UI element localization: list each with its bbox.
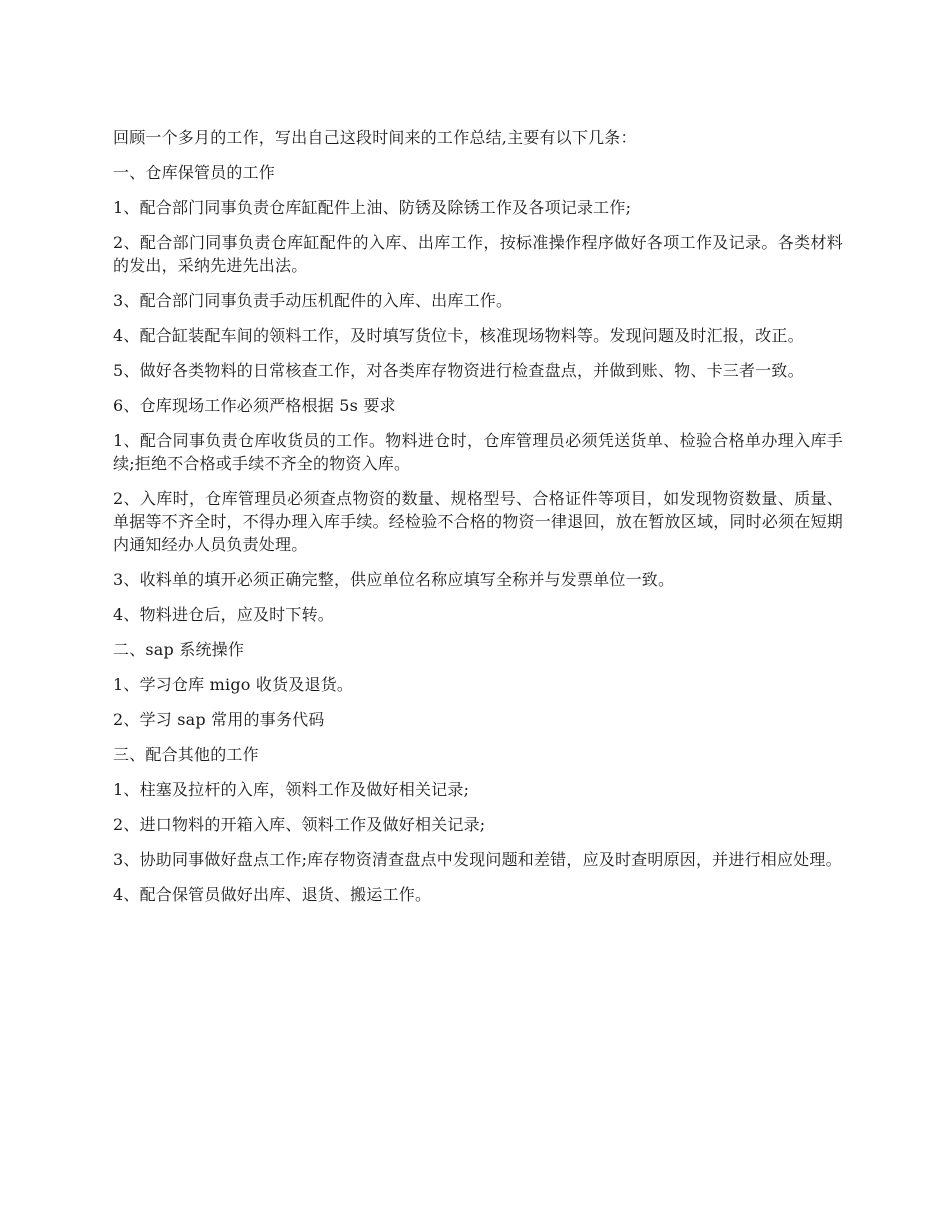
- list-item: 2、进口物料的开箱入库、领料工作及做好相关记录;: [113, 815, 486, 834]
- intro-paragraph: 回顾一个多月的工作，写出自己这段时间来的工作总结,主要有以下几条：: [113, 128, 637, 147]
- list-item: 3、配合部门同事负责手动压机配件的入库、出库工作。: [113, 291, 513, 310]
- list-item: 4、物料进仓后，应及时下转。: [113, 605, 334, 624]
- list-item: 2、学习 sap 常用的事务代码: [113, 710, 325, 729]
- list-item: 5、做好各类物料的日常核查工作，对各类库存物资进行检查盘点，并做到账、物、卡三者一致。: [113, 361, 804, 380]
- list-item: 1、配合同事负责仓库收货员的工作。物料进仓时，仓库管理员必须凭送货单、检验合格单办理入库手续;拒绝不合格或手续不齐全的物资入库。: [113, 431, 843, 473]
- document-body: [113, 126, 843, 918]
- list-item: 4、配合缸装配车间的领料工作，及时填写货位卡，核准现场物料等。发现问题及时汇报，改正。: [113, 326, 804, 345]
- list-item: 4、配合保管员做好出库、退货、搬运工作。: [113, 885, 432, 904]
- list-item: 1、配合部门同事负责仓库缸配件上油、防锈及除锈工作及各项记录工作;: [113, 198, 632, 217]
- list-item: 1、学习仓库 migo 收货及退货。: [113, 675, 354, 694]
- list-item: 3、收料单的填开必须正确完整，供应单位名称应填写全称并与发票单位一致。: [113, 570, 675, 589]
- list-item: 2、入库时，仓库管理员必须查点物资的数量、规格型号、合格证件等项目，如发现物资数量、质量、单据等不齐全时，不得办理入库手续。经检验不合格的物资一律退回，放在暂放区域，同时必须在短期内通知经办人员负责处理。: [113, 489, 843, 554]
- list-item: 6、仓库现场工作必须严格根据 5s 要求: [113, 396, 396, 415]
- list-item: 3、协助同事做好盘点工作;库存物资清查盘点中发现问题和差错，应及时查明原因，并进行相应处理。: [113, 850, 842, 869]
- section-heading-sap: 二、sap 系统操作: [113, 640, 245, 659]
- section-heading-other-work: 三、配合其他的工作: [113, 745, 259, 764]
- list-item: 1、柱塞及拉杆的入库，领料工作及做好相关记录;: [113, 780, 470, 799]
- section-heading-warehouse-keeper: 一、仓库保管员的工作: [113, 163, 276, 182]
- list-item: 2、配合部门同事负责仓库缸配件的入库、出库工作，按标准操作程序做好各项工作及记录。各类材料的发出，采纳先进先出法。: [113, 233, 843, 275]
